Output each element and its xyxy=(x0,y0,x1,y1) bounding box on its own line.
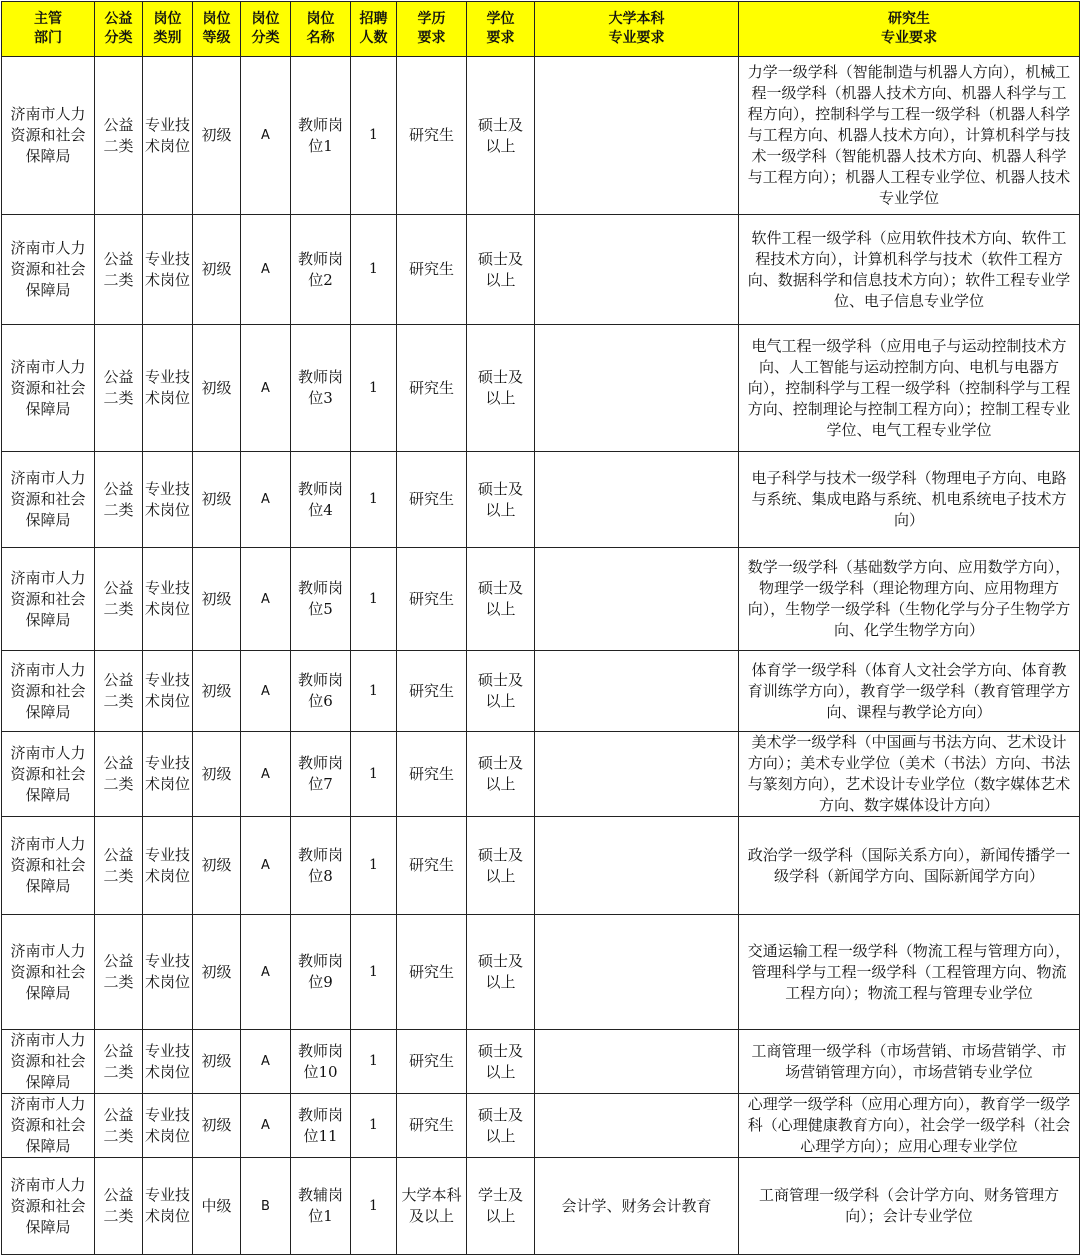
cell-category: 专业技术岗位 xyxy=(143,1030,193,1094)
cell-count: 1 xyxy=(351,1094,397,1158)
cell-education: 研究生 xyxy=(397,915,467,1030)
cell-dept: 济南市人力资源和社会保障局 xyxy=(2,548,95,651)
cell-degree: 硕士及以上 xyxy=(467,57,535,215)
cell-name: 教师岗位9 xyxy=(291,915,351,1030)
header-welfare-label: 公益 分类 xyxy=(104,11,133,46)
header-row xyxy=(2,2,1080,57)
table-row xyxy=(2,452,1080,548)
cell-class: A xyxy=(241,1030,291,1094)
cell-name: 教师岗位10 xyxy=(291,1030,351,1094)
cell-undergrad xyxy=(535,548,739,651)
header-dept-label: 主管 部门 xyxy=(34,11,62,46)
cell-dept: 济南市人力资源和社会保障局 xyxy=(2,651,95,732)
cell-degree: 硕士及以上 xyxy=(467,817,535,915)
header-undergrad-label: 大学本科 专业要求 xyxy=(608,11,665,46)
cell-education: 研究生 xyxy=(397,1094,467,1158)
cell-welfare: 公益二类 xyxy=(95,651,143,732)
cell-class: A xyxy=(241,325,291,452)
cell-count: 1 xyxy=(351,57,397,215)
cell-category: 专业技术岗位 xyxy=(143,651,193,732)
cell-name: 教师岗位5 xyxy=(291,548,351,651)
header-degree xyxy=(467,2,535,57)
cell-name: 教辅岗位1 xyxy=(291,1158,351,1255)
cell-category: 专业技术岗位 xyxy=(143,548,193,651)
header-name-label: 岗位 名称 xyxy=(306,11,335,46)
cell-dept: 济南市人力资源和社会保障局 xyxy=(2,57,95,215)
table-row xyxy=(2,57,1080,215)
cell-education: 研究生 xyxy=(397,215,467,325)
header-class-label: 岗位 分类 xyxy=(251,11,280,46)
cell-category: 专业技术岗位 xyxy=(143,452,193,548)
cell-undergrad xyxy=(535,57,739,215)
table-row xyxy=(2,325,1080,452)
cell-grad: 心理学一级学科（应用心理方向），教育学一级学科（心理健康教育方向），社会学一级学科（社会心理学方向）；应用心理专业学位 xyxy=(739,1094,1080,1158)
cell-count: 1 xyxy=(351,1158,397,1255)
cell-undergrad: 会计学、财务会计教育 xyxy=(535,1158,739,1255)
cell-grad: 力学一级学科（智能制造与机器人方向），机械工程一级学科（机器人技术方向、机器人科学与工程方向），控制科学与工程一级学科（机器人科学与工程方向、机器人技术方向），计算机科学与技术一级学科（智能机器人技术方向、机器人科学与工程方向）；机器人工程专业学位、机器人技术专业学位 xyxy=(739,57,1080,215)
header-name xyxy=(291,2,351,57)
cell-name: 教师岗位2 xyxy=(291,215,351,325)
cell-dept: 济南市人力资源和社会保障局 xyxy=(2,915,95,1030)
cell-education: 大学本科及以上 xyxy=(397,1158,467,1255)
cell-name: 教师岗位6 xyxy=(291,651,351,732)
cell-name: 教师岗位8 xyxy=(291,817,351,915)
cell-class: A xyxy=(241,732,291,817)
cell-class: A xyxy=(241,915,291,1030)
cell-class: B xyxy=(241,1158,291,1255)
cell-dept: 济南市人力资源和社会保障局 xyxy=(2,732,95,817)
header-level-label: 岗位 等级 xyxy=(202,11,231,46)
cell-degree: 硕士及以上 xyxy=(467,732,535,817)
cell-dept: 济南市人力资源和社会保障局 xyxy=(2,325,95,452)
cell-class: A xyxy=(241,1094,291,1158)
cell-count: 1 xyxy=(351,915,397,1030)
cell-undergrad xyxy=(535,1094,739,1158)
cell-category: 专业技术岗位 xyxy=(143,1158,193,1255)
cell-category: 专业技术岗位 xyxy=(143,915,193,1030)
cell-level: 初级 xyxy=(193,915,241,1030)
cell-category: 专业技术岗位 xyxy=(143,1094,193,1158)
cell-class: A xyxy=(241,452,291,548)
cell-name: 教师岗位11 xyxy=(291,1094,351,1158)
header-undergrad xyxy=(535,2,739,57)
cell-grad: 软件工程一级学科（应用软件技术方向、软件工程技术方向），计算机科学与技术（软件工程方向、数据科学和信息技术方向）；软件工程专业学位、电子信息专业学位 xyxy=(739,215,1080,325)
table-row xyxy=(2,817,1080,915)
cell-count: 1 xyxy=(351,325,397,452)
header-class xyxy=(241,2,291,57)
header-count-label: 招聘 人数 xyxy=(359,11,388,46)
cell-level: 初级 xyxy=(193,57,241,215)
cell-count: 1 xyxy=(351,817,397,915)
cell-education: 研究生 xyxy=(397,1030,467,1094)
cell-education: 研究生 xyxy=(397,817,467,915)
cell-count: 1 xyxy=(351,1030,397,1094)
cell-level: 初级 xyxy=(193,452,241,548)
cell-level: 初级 xyxy=(193,1030,241,1094)
cell-welfare: 公益二类 xyxy=(95,915,143,1030)
cell-dept: 济南市人力资源和社会保障局 xyxy=(2,452,95,548)
cell-class: A xyxy=(241,817,291,915)
cell-level: 初级 xyxy=(193,325,241,452)
cell-dept: 济南市人力资源和社会保障局 xyxy=(2,1158,95,1255)
cell-name: 教师岗位3 xyxy=(291,325,351,452)
cell-welfare: 公益二类 xyxy=(95,1030,143,1094)
table-row xyxy=(2,1094,1080,1158)
cell-undergrad xyxy=(535,1030,739,1094)
header-education xyxy=(397,2,467,57)
header-count xyxy=(351,2,397,57)
cell-category: 专业技术岗位 xyxy=(143,817,193,915)
header-category-label: 岗位 类别 xyxy=(153,11,182,46)
header-degree-label: 学位 要求 xyxy=(486,11,515,46)
cell-welfare: 公益二类 xyxy=(95,732,143,817)
table-row xyxy=(2,915,1080,1030)
cell-grad: 体育学一级学科（体育人文社会学方向、体育教育训练学方向），教育学一级学科（教育管理学方向、课程与教学论方向） xyxy=(739,651,1080,732)
cell-class: A xyxy=(241,651,291,732)
cell-count: 1 xyxy=(351,215,397,325)
table-row xyxy=(2,1158,1080,1255)
table-row xyxy=(2,732,1080,817)
cell-education: 研究生 xyxy=(397,57,467,215)
cell-dept: 济南市人力资源和社会保障局 xyxy=(2,215,95,325)
cell-name: 教师岗位4 xyxy=(291,452,351,548)
cell-level: 初级 xyxy=(193,651,241,732)
cell-dept: 济南市人力资源和社会保障局 xyxy=(2,1094,95,1158)
cell-degree: 硕士及以上 xyxy=(467,1094,535,1158)
cell-degree: 硕士及以上 xyxy=(467,915,535,1030)
cell-degree: 硕士及以上 xyxy=(467,215,535,325)
cell-undergrad xyxy=(535,732,739,817)
cell-degree: 硕士及以上 xyxy=(467,1030,535,1094)
cell-count: 1 xyxy=(351,452,397,548)
table-row xyxy=(2,651,1080,732)
cell-undergrad xyxy=(535,452,739,548)
table-row xyxy=(2,548,1080,651)
cell-grad: 工商管理一级学科（市场营销、市场营销学、市场营销管理方向），市场营销专业学位 xyxy=(739,1030,1080,1094)
cell-grad: 美术学一级学科（中国画与书法方向、艺术设计方向）；美术专业学位（美术（书法）方向、书法与篆刻方向），艺术设计专业学位（数字媒体艺术方向、数字媒体设计方向） xyxy=(739,732,1080,817)
cell-welfare: 公益二类 xyxy=(95,1094,143,1158)
cell-degree: 学士及以上 xyxy=(467,1158,535,1255)
cell-welfare: 公益二类 xyxy=(95,1158,143,1255)
cell-count: 1 xyxy=(351,651,397,732)
table-row xyxy=(2,215,1080,325)
cell-grad: 电气工程一级学科（应用电子与运动控制技术方向、人工智能与运动控制方向、电机与电器方向），控制科学与工程一级学科（控制科学与工程方向、控制理论与控制工程方向）；控制工程专业学位、电气工程专业学位 xyxy=(739,325,1080,452)
cell-education: 研究生 xyxy=(397,732,467,817)
cell-grad: 交通运输工程一级学科（物流工程与管理方向），管理科学与工程一级学科（工程管理方向、物流工程方向）；物流工程与管理专业学位 xyxy=(739,915,1080,1030)
cell-undergrad xyxy=(535,817,739,915)
cell-grad: 工商管理一级学科（会计学方向、财务管理方向）；会计专业学位 xyxy=(739,1158,1080,1255)
table-body xyxy=(2,57,1080,1255)
cell-undergrad xyxy=(535,215,739,325)
cell-education: 研究生 xyxy=(397,452,467,548)
cell-welfare: 公益二类 xyxy=(95,548,143,651)
cell-welfare: 公益二类 xyxy=(95,452,143,548)
cell-class: A xyxy=(241,215,291,325)
cell-level: 初级 xyxy=(193,548,241,651)
header-welfare xyxy=(95,2,143,57)
cell-level: 初级 xyxy=(193,215,241,325)
cell-level: 中级 xyxy=(193,1158,241,1255)
cell-count: 1 xyxy=(351,732,397,817)
cell-category: 专业技术岗位 xyxy=(143,215,193,325)
cell-grad: 电子科学与技术一级学科（物理电子方向、电路与系统、集成电路与系统、机电系统电子技术方向） xyxy=(739,452,1080,548)
cell-name: 教师岗位1 xyxy=(291,57,351,215)
cell-count: 1 xyxy=(351,548,397,651)
cell-undergrad xyxy=(535,651,739,732)
cell-education: 研究生 xyxy=(397,548,467,651)
cell-level: 初级 xyxy=(193,732,241,817)
header-category xyxy=(143,2,193,57)
header-grad-label: 研究生 专业要求 xyxy=(881,11,937,46)
cell-undergrad xyxy=(535,915,739,1030)
cell-welfare: 公益二类 xyxy=(95,57,143,215)
cell-class: A xyxy=(241,548,291,651)
cell-welfare: 公益二类 xyxy=(95,215,143,325)
cell-grad: 数学一级学科（基础数学方向、应用数学方向），物理学一级学科（理论物理方向、应用物理方向），生物学一级学科（生物化学与分子生物学方向、化学生物学方向） xyxy=(739,548,1080,651)
cell-undergrad xyxy=(535,325,739,452)
cell-level: 初级 xyxy=(193,1094,241,1158)
cell-education: 研究生 xyxy=(397,651,467,732)
cell-degree: 硕士及以上 xyxy=(467,452,535,548)
header-education-label: 学历 要求 xyxy=(417,11,446,46)
cell-degree: 硕士及以上 xyxy=(467,548,535,651)
header-grad xyxy=(739,2,1080,57)
cell-level: 初级 xyxy=(193,817,241,915)
table-row xyxy=(2,1030,1080,1094)
cell-welfare: 公益二类 xyxy=(95,325,143,452)
cell-class: A xyxy=(241,57,291,215)
cell-grad: 政治学一级学科（国际关系方向），新闻传播学一级学科（新闻学方向、国际新闻学方向） xyxy=(739,817,1080,915)
header-level xyxy=(193,2,241,57)
header-dept xyxy=(2,2,95,57)
cell-welfare: 公益二类 xyxy=(95,817,143,915)
cell-dept: 济南市人力资源和社会保障局 xyxy=(2,1030,95,1094)
cell-category: 专业技术岗位 xyxy=(143,732,193,817)
cell-degree: 硕士及以上 xyxy=(467,651,535,732)
cell-education: 研究生 xyxy=(397,325,467,452)
cell-category: 专业技术岗位 xyxy=(143,57,193,215)
recruitment-table xyxy=(1,1,1080,1255)
cell-name: 教师岗位7 xyxy=(291,732,351,817)
cell-degree: 硕士及以上 xyxy=(467,325,535,452)
cell-dept: 济南市人力资源和社会保障局 xyxy=(2,817,95,915)
cell-category: 专业技术岗位 xyxy=(143,325,193,452)
